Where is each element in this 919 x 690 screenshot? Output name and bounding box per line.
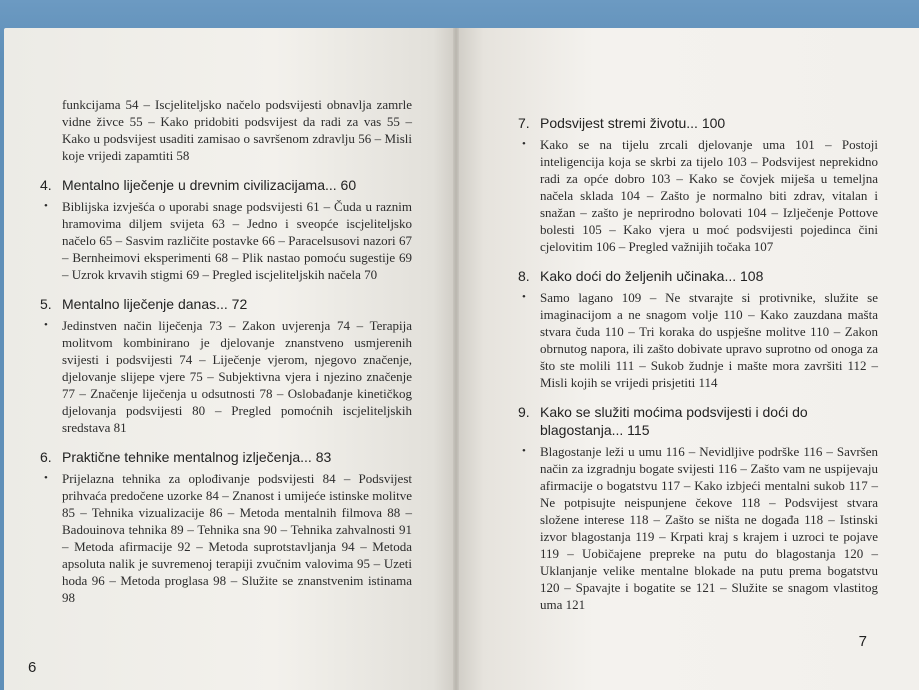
- chapter-number: 6.: [40, 449, 52, 465]
- chapter-title: Kako se služiti moćima podsvijesti i doći do blagostanja... 115: [540, 404, 808, 438]
- chapter-number: 7.: [518, 115, 530, 131]
- chapter-entry: [518, 114, 878, 255]
- right-page-contents: [518, 114, 878, 613]
- chapter-summary: Samo lagano 109 – Ne stvarajte si protivnike, služite se imaginacijom a ne snagom volje 110 – Kako zauzdana mašta stvara čuda 110 – Tri koraka do uspješne molitve 110 – Zakon obrnutog napora, ili zašto dobivate upravo suprotno od onoga za što ste molili 111 – Sukob žudnje i mašte mora završiti 112 – Misli kojih se vrijedi prisjetiti 114: [540, 290, 878, 390]
- bullet-icon: •: [522, 291, 526, 303]
- bullet-icon: •: [44, 319, 48, 331]
- left-page: [4, 28, 456, 690]
- chapter-title: Praktične tehnike mentalnog izlječenja... 83: [62, 449, 332, 465]
- continuation-text: funkcijama 54 – Iscjeliteljsko načelo podsvijesti obnavlja zamrle vidne živce 55 – Kako pridobiti podsvijest da radi za vas 55 – Kako u podsvijest usaditi zamisao o savršenom zdravlju 56 – Misli koje vrijedi zapamtiti 58: [62, 97, 412, 163]
- chapter-entry: [518, 403, 878, 613]
- chapter-number: 5.: [40, 296, 52, 312]
- chapter-entry: [40, 295, 412, 436]
- chapter-summary: Prijelazna tehnika za oplođivanje podsvijesti 84 – Podsvijest prihvaća predočene uzorke 84 – Znanost i umijeće istinske molitve 85 – Tehnika vizualizacije 86 – Metoda mentalnih filmova 88 – Badouinova tehnika 89 – Tehnika sna 90 – Tehnika zahvalnosti 91 – Metoda afirmacije 92 – Metoda suprotstavljanja 94 – Metoda apsoluta nalik je suvremenoj terapiji zvučnim valovima 95 – Uzeti hoda 96 – Metoda proglasa 98 – Služite se znanstvenim istinama 98: [62, 471, 412, 605]
- page-number: 6: [28, 659, 37, 676]
- page-number: 7: [858, 633, 867, 650]
- bullet-icon: •: [44, 200, 48, 212]
- chapter-summary: Kako se na tijelu zrcali djelovanje uma 101 – Postoji inteligencija koja se skrbi za tijelo 103 – Podsvijest neprekidno radi za opće dobro 103 – Kako se čovjek miješa u temeljna načela sklada 104 – Zašto je normalno biti zdrav, vitalan i snažan – zašto je neprirodno bolovati 104 – Izlječenje Pottove bolesti 105 – Kako vjera u moć podsvijesti pojedinca čini cjelovitim 106 – Pregled važnijih točaka 107: [540, 137, 878, 254]
- chapter-title: Podsvijest stremi životu... 100: [540, 115, 726, 131]
- chapter-number: 9.: [518, 404, 530, 420]
- chapter-title: Mentalno liječenje u drevnim civilizacijama... 60: [62, 177, 357, 193]
- bullet-icon: •: [44, 472, 48, 484]
- chapter-entry: [40, 448, 412, 606]
- chapter-title: Mentalno liječenje danas... 72: [62, 296, 248, 312]
- open-book: [4, 28, 919, 690]
- chapter-number: 8.: [518, 268, 530, 284]
- left-page-contents: [40, 96, 412, 606]
- chapter-title: Kako doći do željenih učinaka... 108: [540, 268, 764, 284]
- chapter-summary: Blagostanje leži u umu 116 – Nevidljive podrške 116 – Savršen način za izgradnju bogate svijesti 116 – Zašto vam ne uspijevaju afirmacije o bogatstvu 117 – Kako izbjeći mentalni sukob 117 – Ne potpisujte neispunjene čekove 118 – Podsvijest stvara složene interese 118 – Zašto se ništa ne događa 118 – Istinski izvor blagostanja 119 – Krpati kraj s krajem i uzroci te pojave 119 – Uobičajene prepreke na putu do blagostanja 120 – Uklanjanje velike mentalne blokade na putu prema bogatstvu 120 – Spavajte i bogatite se 121 – Služite se snagom vlastitog uma 121: [540, 444, 878, 612]
- chapter-summary: Jedinstven način liječenja 73 – Zakon uvjerenja 74 – Terapija molitvom kombinirano je djelovanje znanstveno usmjerenih svijesti i podsvijesti 74 – Liječenje vjerom, njegovo značenje, djelovanje slijepe vjere 75 – Subjektivna vjera i njezino značenje 77 – Značenje liječenja u odsutnosti 78 – Oslobađanje kinetičkog djelovanja podsvijesti 80 – Pregled pomoćnih iscjeliteljskih sredstava 81: [62, 318, 412, 435]
- chapter-entry: [518, 267, 878, 391]
- bullet-icon: •: [522, 445, 526, 457]
- chapter-summary: Biblijska izvješća o uporabi snage podsvijesti 61 – Čuda u raznim hramovima diljem svijeta 63 – Jedno i sveopće iscjeliteljsko načelo 65 – Sasvim različite postavke 66 – Paracelsusovi nazori 67 – Bernheimovi eksperimenti 68 – Plik nastao pomoću sugestije 69 – Uzrok krvavih stigmi 69 – Pregled iscjeliteljskih načela 70: [62, 199, 412, 282]
- chapter-entry: [40, 176, 412, 283]
- chapter-number: 4.: [40, 177, 52, 193]
- bullet-icon: •: [522, 138, 526, 150]
- book-gutter: [453, 28, 459, 690]
- right-page: [456, 28, 919, 690]
